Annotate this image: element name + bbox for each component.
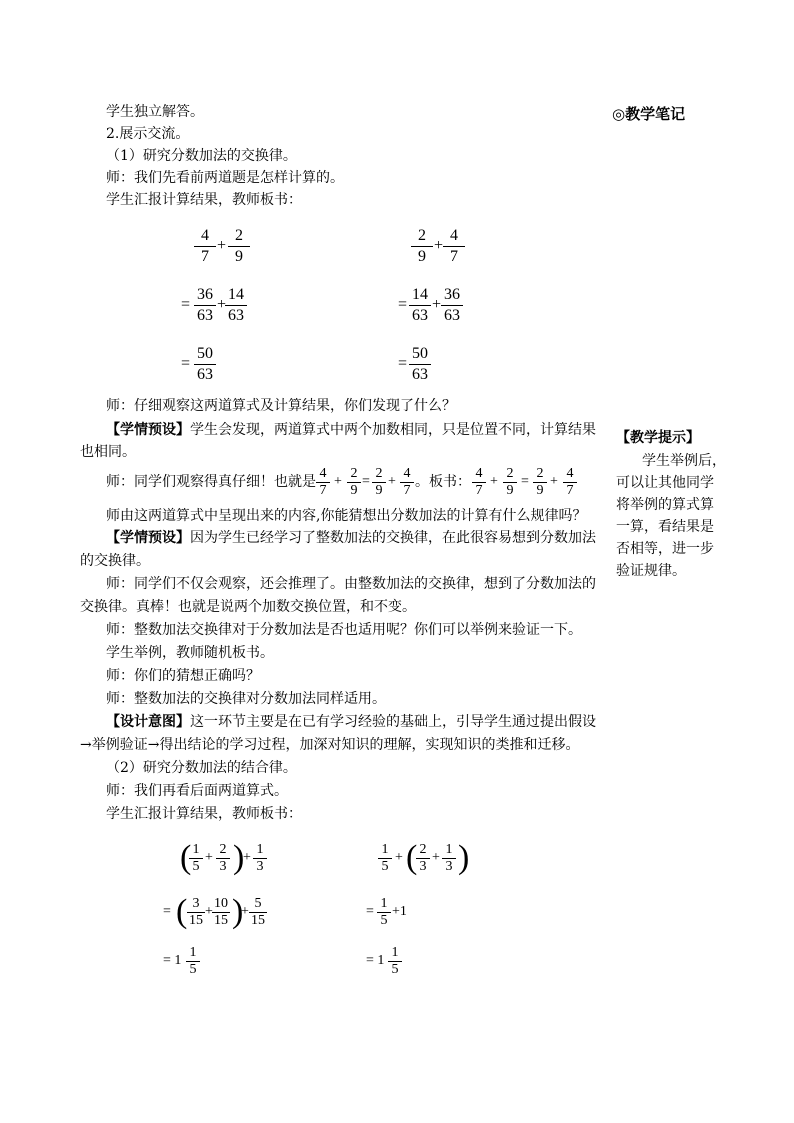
fraction: 10 15: [214, 896, 228, 928]
equals-sign: =: [398, 355, 408, 372]
paragraph: 师：整数加法交换律对于分数加法是否也适用呢？你们可以举例来验证一下。: [106, 622, 582, 638]
paragraph: 学生独立解答。: [106, 104, 204, 120]
fraction: 4 7: [316, 466, 330, 499]
plus-sign: +: [432, 296, 442, 313]
tips-line: 学生举例后，: [642, 453, 726, 469]
paragraph: →举例验证→得出结论的学习过程，加深对知识的理解，实现知识的类推和迁移。: [80, 737, 580, 753]
paragraph: 交换律。真棒！也就是说两个加数交换位置，和不变。: [80, 599, 416, 615]
fraction: $\frac{4}{7}$: [194, 226, 216, 267]
paragraph: 学生汇报计算结果，教师板书：: [106, 192, 302, 208]
plus-sign: +: [432, 850, 440, 865]
plus-sign: +: [205, 850, 213, 865]
plus-sign: +: [334, 474, 342, 489]
fraction: 2 9: [372, 466, 386, 499]
fraction: 4 7: [472, 466, 486, 499]
fraction: 2 9: [533, 466, 547, 499]
fraction: 2 3: [216, 842, 230, 875]
fraction: $\frac{36}{63}$: [194, 285, 216, 326]
fraction: 1 5: [186, 945, 200, 978]
tips-line: 否相等，进一步: [616, 541, 714, 557]
left-parenthesis: (: [180, 839, 192, 876]
fraction: 1 5: [377, 896, 391, 929]
paragraph: 师：仔细观察这两道算式及计算结果，你们发现了什么？: [106, 398, 456, 414]
paragraph: 师由这两道算式中呈现出来的内容,你能猜想出分数加法的计算有什么规律吗？: [106, 508, 587, 524]
right-parenthesis: ): [458, 839, 470, 876]
fraction: $\frac{36}{63}$: [441, 285, 463, 326]
tips-title: 【教学提示】: [616, 430, 700, 446]
right-parenthesis: ): [232, 893, 244, 930]
fraction: 1 5: [189, 842, 203, 875]
fraction: $\frac{4}{7}$: [443, 226, 465, 267]
equals-sign: =: [366, 904, 374, 919]
fraction: $\frac{2}{9}$: [411, 226, 433, 267]
left-parenthesis: (: [406, 839, 418, 876]
fraction: 2 3: [416, 842, 430, 875]
section-heading: （1）研究分数加法的交换律。: [106, 148, 297, 164]
paragraph: 2.展示交流。: [106, 126, 190, 142]
fraction: 4 7: [400, 466, 414, 499]
mixed-number-whole: = 1: [366, 953, 385, 968]
paragraph: 学生汇报计算结果，教师板书：: [106, 806, 302, 822]
paragraph: 师：你们的猜想正确吗？: [106, 668, 260, 684]
plus-sign: +: [241, 904, 249, 919]
paragraph: 学生举例，教师随机板书。: [106, 645, 274, 661]
plus-sign: +: [550, 474, 558, 489]
right-parenthesis: ): [233, 839, 245, 876]
fraction: 5 15: [251, 896, 265, 928]
tips-line: 一算，看结果是: [616, 519, 714, 535]
paragraph: 师：我们再看后面两道算式。: [106, 783, 288, 799]
paragraph: 【学情预设】因为学生已经学习了整数加法的交换律，在此很容易想到分数加法: [106, 530, 596, 546]
plus-sign: +: [434, 237, 444, 254]
tag-label: 【学情预设】: [106, 422, 190, 438]
left-parenthesis: (: [176, 893, 188, 930]
notes-title: ◎教学笔记: [612, 105, 686, 123]
equals-sign: =: [163, 904, 171, 919]
paragraph: 【设计意图】这一环节主要是在已有学习经验的基础上，引导学生通过提出假设: [106, 714, 596, 730]
fraction: 2 9: [503, 466, 517, 499]
equals-sign: =: [362, 474, 370, 489]
tips-line: 将举例的算式算: [616, 497, 714, 513]
fraction: 3 15: [189, 896, 203, 928]
fraction: $\frac{2}{9}$: [228, 226, 250, 267]
fraction: 1 5: [388, 945, 402, 978]
text: 师：同学们观察得真仔细！也就是: [106, 474, 316, 490]
paragraph: 师：我们先看前两道题是怎样计算的。: [106, 170, 344, 186]
tips-line: 可以让其他同学: [616, 475, 714, 491]
paragraph: 师：整数加法的交换律对分数加法同样适用。: [106, 691, 386, 707]
equals-sign: =: [521, 474, 529, 489]
fraction: 1 3: [442, 842, 456, 875]
tag-label: 【学情预设】: [106, 530, 190, 546]
fraction: $\frac{14}{63}$: [409, 285, 431, 326]
plus-sign: +: [205, 904, 213, 919]
paragraph: 也相同。: [80, 444, 136, 460]
equals-sign: =: [181, 296, 191, 313]
equals-sign: =: [398, 296, 408, 313]
fraction: 2 9: [347, 466, 361, 499]
fraction: $\frac{50}{63}$: [409, 344, 431, 385]
plus-sign: +: [217, 296, 227, 313]
equals-sign: =: [181, 355, 191, 372]
tag-label: 【设计意图】: [106, 714, 190, 730]
fraction: 1 3: [253, 842, 267, 875]
plus-one: +1: [392, 904, 407, 919]
plus-sign: +: [388, 474, 396, 489]
tips-body: [616, 450, 736, 582]
plus-sign: +: [243, 850, 251, 865]
paragraph: 的交换律。: [80, 553, 150, 569]
paragraph: 师：同学们不仅会观察，还会推理了。由整数加法的交换律，想到了分数加法的: [106, 576, 596, 592]
section-heading: （2）研究分数加法的结合律。: [106, 760, 297, 776]
paragraph: 【学情预设】学生会发现，两道算式中两个加数相同，只是位置不同，计算结果: [106, 422, 596, 438]
fraction: 4 7: [563, 466, 577, 499]
fraction: $\frac{14}{63}$: [225, 285, 247, 326]
plus-sign: +: [490, 474, 498, 489]
tips-line: 验证规律。: [616, 563, 686, 579]
mixed-number-whole: = 1: [163, 953, 182, 968]
plus-sign: +: [217, 237, 227, 254]
text: 。板书：: [415, 474, 471, 490]
fraction: 1 5: [378, 842, 392, 875]
fraction: $\frac{50}{63}$: [194, 344, 216, 385]
plus-sign: +: [395, 850, 403, 865]
